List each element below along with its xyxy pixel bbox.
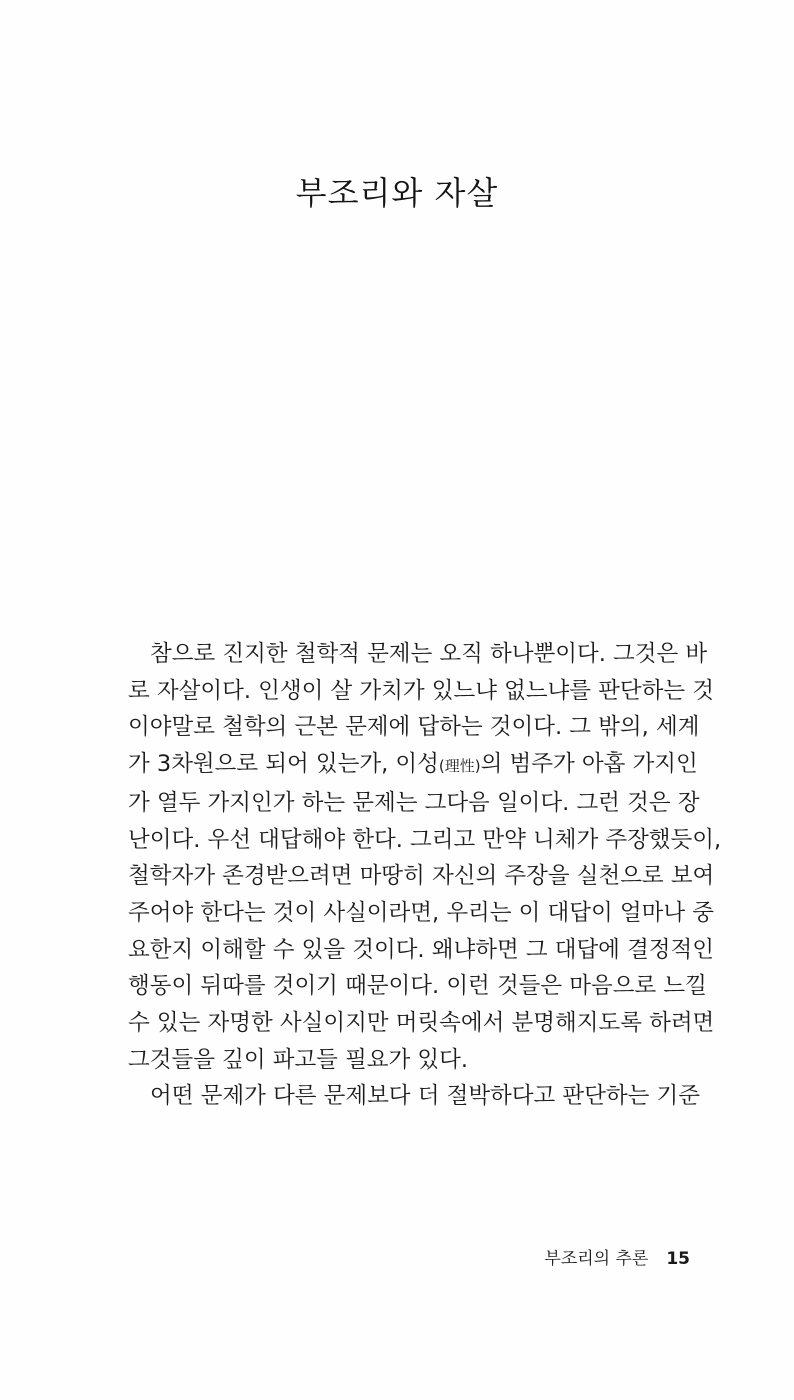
hanja-annotation: (理性) — [438, 757, 481, 776]
text-line: 주어야 한다는 것이 사실이라면, 우리는 이 대답이 얼마나 중 — [128, 899, 715, 926]
text-line: 참으로 진지한 철학적 문제는 오직 하나뿐이다. 그것은 바 — [150, 641, 708, 667]
text-line: 수 있는 자명한 사실이지만 머릿속에서 분명해지도록 하려면 — [128, 1010, 715, 1037]
text-segment: 의 범주가 아홉 가지인 — [480, 751, 698, 778]
text-line: 어떤 문제가 다른 문제보다 더 절박하다고 판단하는 기준 — [150, 1083, 700, 1110]
text-line: 그것들을 깊이 파고들 필요가 있다. — [128, 1046, 469, 1073]
text-line: 가 열두 가지인가 하는 문제는 그다음 일이다. 그런 것은 장 — [128, 789, 700, 816]
text-line: 요한지 이해할 수 있을 것이다. 왜냐하면 그 대답에 결정적인 — [128, 936, 715, 963]
running-head: 부조리의 추론 — [544, 1249, 649, 1269]
text-line: 행동이 뒤따를 것이기 때문이다. 이런 것들은 마음으로 느낄 — [128, 973, 707, 1000]
page-number: 15 — [666, 1249, 690, 1269]
text-segment: 가 3차원으로 되어 있는가, 이성 — [128, 751, 439, 778]
text-line: 난이다. 우선 대답해야 한다. 그리고 만약 니체가 주장했듯이, — [128, 826, 722, 853]
text-line: 철학자가 존경받으려면 마땅히 자신의 주장을 실천으로 보여 — [128, 863, 715, 890]
page-footer — [544, 1244, 690, 1269]
chapter-title: 부조리와 자살 — [295, 174, 499, 212]
text-line: 이야말로 철학의 근본 문제에 답하는 것이다. 그 밖의, 세계 — [128, 714, 700, 741]
text-line — [128, 746, 698, 785]
text-line: 로 자살이다. 인생이 살 가치가 있느냐 없느냐를 판단하는 것 — [128, 677, 715, 704]
body-text — [128, 636, 722, 1115]
